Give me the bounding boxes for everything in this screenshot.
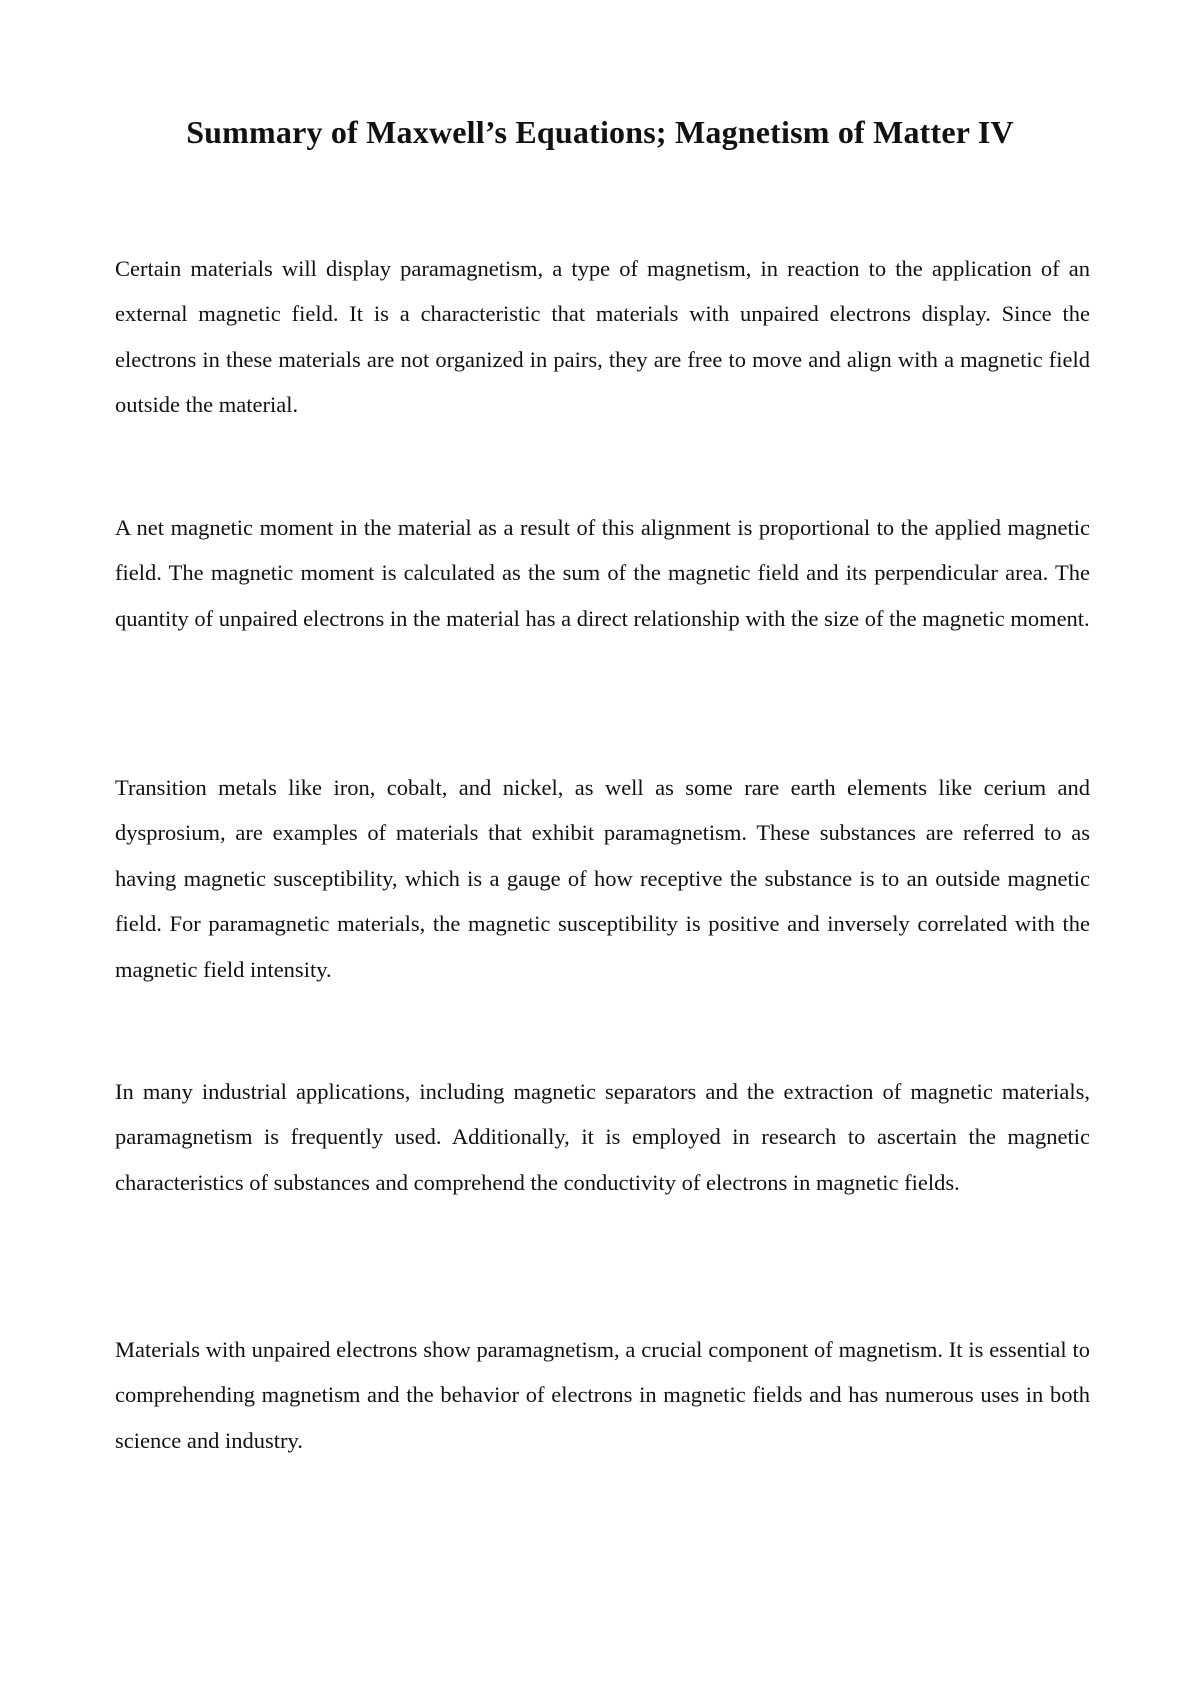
paragraph-3: Transition metals like iron, cobalt, and nickel, as well as some rare earth elements like cerium and dysprosium, are examples of materials that exhibit paramagnetism. These substances are referred to as having magnetic susceptibility, which is a gauge of how receptive the substance is to an outside magnetic field. For paramagnetic materials, the magnetic susceptibility is positive and inversely correlated with the magnetic field intensity. — [115, 775, 1090, 982]
paragraph-5: Materials with unpaired electrons show paramagnetism, a crucial component of magnetism. It is essential to comprehending magnetism and the behavior of electrons in magnetic fields and has numerous uses in both science and industry. — [115, 1337, 1090, 1453]
paragraph-1: Certain materials will display paramagnetism, a type of magnetism, in reaction to the application of an external magnetic field. It is a characteristic that materials with unpaired electrons display. Since the electrons in these materials are not organized in pairs, they are free to move and align with a magnetic field outside the material. — [115, 256, 1090, 418]
paragraph-2: A net magnetic moment in the material as a result of this alignment is proportional to the applied magnetic field. The magnetic moment is calculated as the sum of the magnetic field and its perpendicular area. The quantity of unpaired electrons in the material has a direct relationship with the size of the magnetic moment. — [115, 515, 1090, 631]
paragraph-4: In many industrial applications, including magnetic separators and the extraction of magnetic materials, paramagnetism is frequently used. Additionally, it is employed in research to ascertain the magnetic characteristics of substances and comprehend the conductivity of electrons in magnetic fields. — [115, 1079, 1090, 1195]
document-title: Summary of Maxwell’s Equations; Magnetism of Matter IV — [186, 114, 1014, 150]
